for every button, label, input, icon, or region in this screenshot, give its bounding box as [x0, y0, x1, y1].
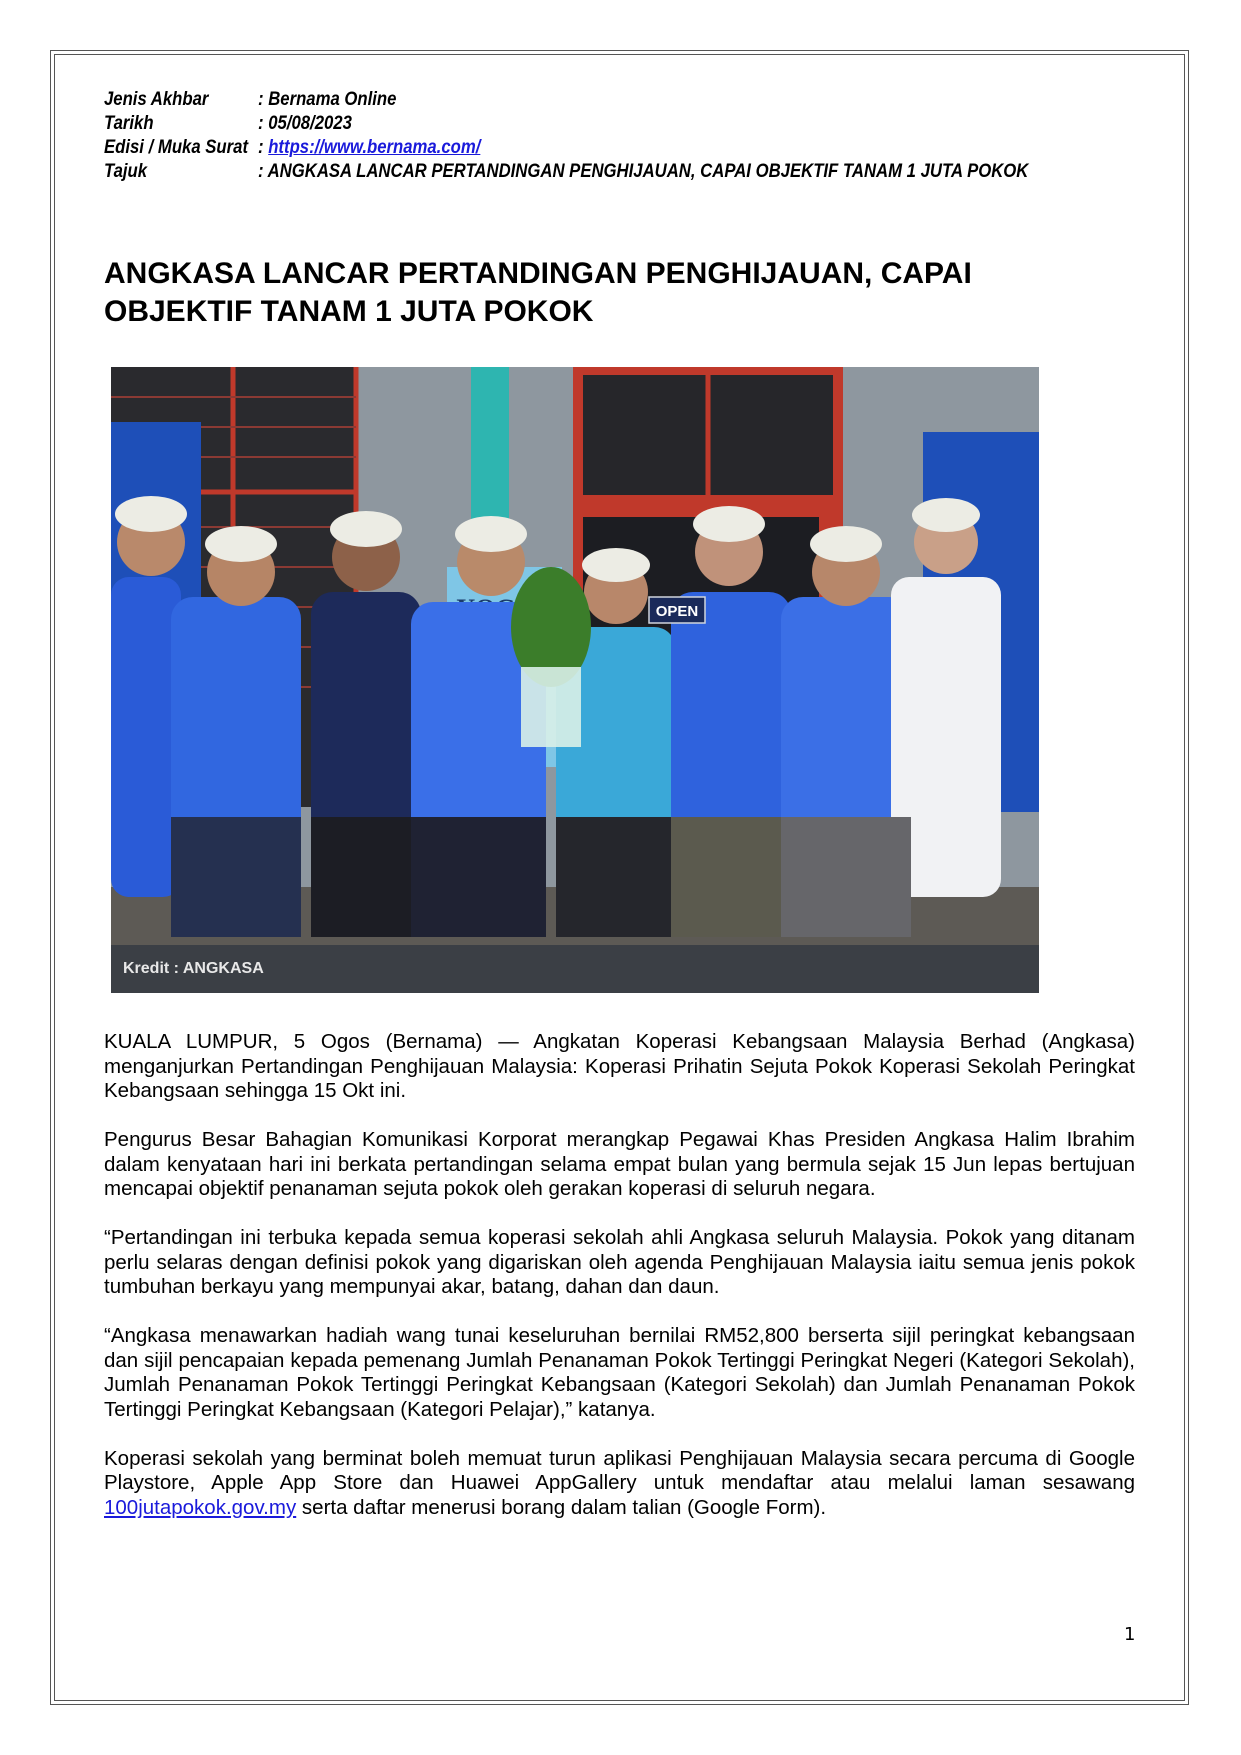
meta-edisi-label: Edisi / Muka Surat — [104, 137, 249, 158]
meta-tarikh-row — [104, 112, 1076, 136]
article-paragraph: Pengurus Besar Bahagian Komunikasi Korporat merangkap Pegawai Khas Presiden Angkasa Halim Ibrahim dalam kenyataan hari ini berkata pertandingan selama empat bulan yang bermula sejak 15 Jun lepas bertujuan mencapai objektif penanaman sejuta pokok oleh gerakan koperasi di seluruh negara. — [104, 1128, 1135, 1200]
website-link[interactable]: 100jutapokok.gov.my — [104, 1495, 297, 1519]
photo-illustration — [111, 367, 1039, 993]
page-number: 1 — [1124, 1624, 1136, 1645]
article-body — [104, 1030, 1135, 1545]
meta-edisi-link[interactable]: https://www.bernama.com/ — [268, 137, 481, 158]
meta-tajuk-label: Tajuk — [104, 161, 148, 182]
meta-edisi-sep: : — [258, 137, 264, 158]
meta-edisi-row — [104, 136, 1076, 160]
article-paragraph: KUALA LUMPUR, 5 Ogos (Bernama) — Angkatan Koperasi Kebangsaan Malaysia Berhad (Angkasa) menganjurkan Pertandingan Penghijauan Malaysia: Koperasi Prihatin Sejuta Pokok Koperasi Sekolah Peringkat Kebangsaan sehingga 15 Okt ini. — [104, 1030, 1135, 1102]
photo-credit: Kredit : ANGKASA — [123, 960, 264, 977]
clipping-metadata — [104, 88, 1076, 184]
article-headline: ANGKASA LANCAR PERTANDINGAN PENGHIJAUAN, CAPAI OBJEKTIF TANAM 1 JUTA POKOK — [104, 257, 972, 328]
meta-jenis-row — [104, 88, 1076, 112]
meta-tarikh-label: Tarikh — [104, 113, 154, 134]
meta-tajuk-row — [104, 160, 1076, 184]
article-paragraph: “Pertandingan ini terbuka kepada semua koperasi sekolah ahli Angkasa seluruh Malaysia. Pokok yang ditanam perlu selaras dengan definisi pokok yang digariskan oleh agenda Penghijauan Malaysia iaitu semua jenis pokok tumbuhan berkayu yang mempunyai akar, batang, dahan dan daun. — [104, 1226, 1135, 1298]
article-paragraph: “Angkasa menawarkan hadiah wang tunai keseluruhan bernilai RM52,800 berserta sijil peringkat kebangsaan dan sijil pencapaian kepada pemenang Jumlah Penanaman Pokok Tertinggi Peringkat Negeri (Kategori Sekolah), Jumlah Penanaman Pokok Tertinggi Peringkat Kebangsaan (Kategori Sekolah) dan Jumlah Penanaman Pokok Tertinggi Peringkat Kebangsaan (Kategori Pelajar),” katanya. — [104, 1324, 1135, 1421]
photo-open-sign — [649, 597, 705, 623]
meta-tarikh-value: : 05/08/2023 — [258, 113, 352, 134]
meta-jenis-value: : Bernama Online — [258, 89, 397, 110]
photo-credit-bar — [111, 945, 1039, 993]
meta-tajuk-value: : ANGKASA LANCAR PERTANDINGAN PENGHIJAUAN, CAPAI OBJEKTIF TANAM 1 JUTA POKOK — [258, 161, 1029, 182]
photo-open-text: OPEN — [655, 603, 699, 620]
article-paragraph-last — [104, 1447, 1135, 1521]
article-photo — [111, 367, 1039, 993]
last-paragraph-before: Koperasi sekolah yang berminat boleh memuat turun aplikasi Penghijauan Malaysia secara percuma di Google Playstore, Apple App Store dan Huawei AppGallery untuk mendaftar atau melalui laman sesawang — [104, 1446, 1135, 1494]
meta-jenis-label: Jenis Akhbar — [104, 89, 209, 110]
last-paragraph-after: serta daftar menerusi borang dalam talian (Google Form). — [296, 1495, 827, 1519]
